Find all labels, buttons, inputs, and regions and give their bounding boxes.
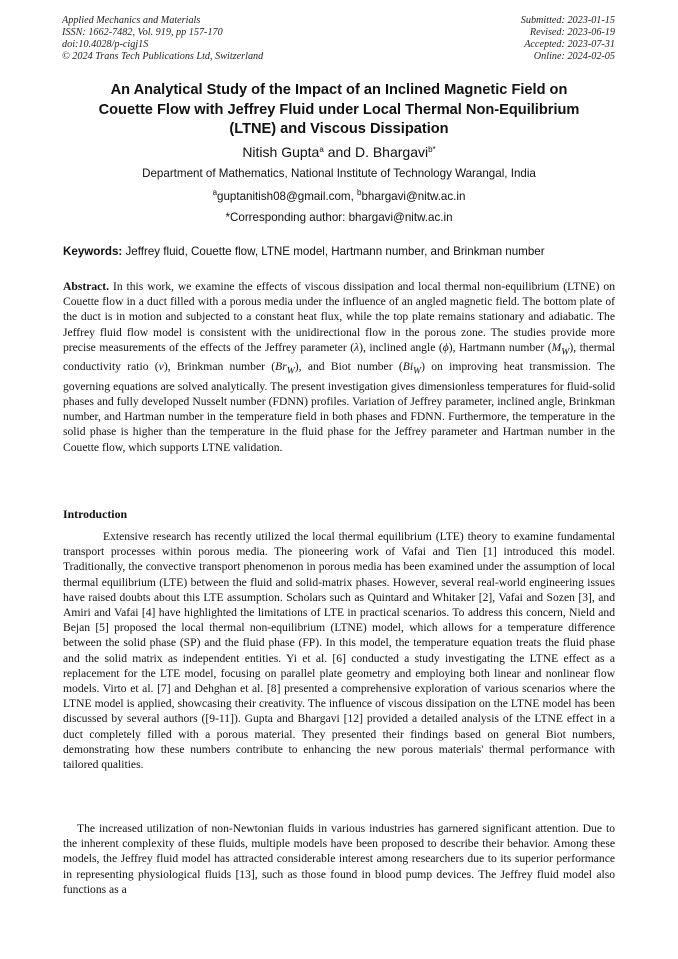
revised-date: Revised: 2023-06-19 (529, 27, 615, 38)
email-a[interactable]: guptanitish08@gmail.com, (217, 190, 358, 203)
author-2-superscript: b* (428, 145, 436, 154)
affiliation: Department of Mathematics, National Institute of Technology Warangal, India (142, 167, 536, 180)
online-date: Online: 2024-02-05 (533, 51, 615, 62)
author-2: D. Bhargavi (354, 144, 429, 160)
email-b-superscript: b (357, 188, 362, 197)
section-heading-introduction: Introduction (63, 507, 128, 521)
abstract (63, 279, 615, 455)
intro-paragraph-2: The increased utilization of non-Newtonian fluids in various industries has garnered significant attention. Due to the inherent complexity of these fluids, multiple models have been proposed to describe their behavior. Among these models, the Jeffrey fluid model has attracted considerable interest among researchers due to its superior performance in representing physiological fluids [13], such as those found in blood pump devices. The Jeffrey fluid model also functions as a (63, 822, 615, 896)
title-line-3: (LTNE) and Viscous Dissipation (229, 121, 449, 137)
intro-paragraph-1: Extensive research has recently utilized the local thermal equilibrium (LTE) theory to examine fundamental transport processes within porous media. The pioneering work of Vafai and Tien [1] introduced this model. Traditionally, the convective transport phenomenon in porous media has been examined under the assumption of local thermal equilibrium (LTE) between the fluid and solid-matrix phases. However, several real-world engineering issues have raised doubts about this LTE assumption. Scholars such as Quintard and Whitaker [2], Vafai and Sozen [3], and Amiri and Vafai [4] have highlighted the limitations of LTE in practical scenarios. To address this concern, Nield and Bejan [5] proposed the local thermal non-equilibrium (LTNE) model, which allows for a temperature difference between the solid phase (SP) and the fluid phase (FP). In this model, the temperature equation treats the fluid phase and the solid matrix as independent entities. Yi et al. [6] conducted a study investigating the LTNE effect as a replacement for the LTE model, focusing on parallel plate geometry and employing both linear and nonlinear flow models. Virto et al. [7] and Dehghan et al. [8] presented a comprehensive exploration of various scenarios where the LTNE model is applied, showcasing their creativity. The influence of viscous dissipation on the LTNE model has been discussed by several authors ([9-11]). Gupta and Bhargavi [12] provided a detailed analysis of the LTNE effect in a duct completely filled with a porous material. They presented their findings based on general Biot numbers, demonstrating how these numbers contribute to enhancing the new porous materials' thermal performance with tailored qualities. (63, 530, 615, 772)
title-line-2: Couette Flow with Jeffrey Fluid under Local Thermal Non-Equilibrium (98, 101, 580, 118)
corresponding-author: *Corresponding author: bhargavi@nitw.ac.in (225, 211, 453, 224)
submitted-date: Submitted: 2023-01-15 (520, 15, 615, 26)
author-1-superscript: a (319, 145, 324, 154)
keywords-label: Keywords: (63, 245, 123, 258)
author-1: Nitish Gupta (242, 144, 320, 160)
email-b[interactable]: bhargavi@nitw.ac.in (361, 190, 466, 203)
abstract-text: In this work, we examine the effects of viscous dissipation and local thermal non-equilibrium (LTNE) on Couette flow in a duct filled with a porous media under the influence of an angled magnetic field. The bottom plate of the duct is in motion and subjected to a constant heat flux, while the top plate remains stationary and adiabatic. The Jeffrey fluid flow model is consistent with the unidirectional flow in the porous zone. The studies provide more precise measurements of the effects of the Jeffrey parameter (λ), inclined angle (ϕ), Hartmann number $(M_W)$, thermal conductivity ratio (ν), Brinkman number $(Br_W)$, and Biot number $(Bi_W)$ on improving heat transmission. The governing equations are solved analytically. The present investigation gives dimensionless temperatures for fluid-solid phases and fully developed Nusselt number (FDNN) profiles. Variation of Jeffrey parameter, inclined angle, Brinkman number, and Hartman number in the temperature field in both phases and FDNN. Furthermore, the temperature in the solid phase is higher than the temperature in the fluid phase for the Jeffrey parameter and Hartman number in the Couette flow, which supports LTNE validation. (63, 280, 615, 454)
copyright-line: © 2024 Trans Tech Publications Ltd, Switzerland (62, 51, 264, 62)
keywords-text: Jeffrey fluid, Couette flow, LTNE model, Hartmann number, and Brinkman number (122, 245, 545, 258)
author-line (60, 143, 618, 161)
journal-info (62, 15, 263, 63)
email-a-superscript: a (212, 188, 218, 197)
dates-info (521, 15, 615, 63)
abstract-label: Abstract. (63, 280, 110, 293)
accepted-date: Accepted: 2023-07-31 (524, 39, 615, 50)
title-line-1: An Analytical Study of the Impact of an Inclined Magnetic Field on (110, 82, 568, 98)
email-line (60, 189, 618, 204)
journal-name: Applied Mechanics and Materials (62, 15, 201, 26)
issn-line: ISSN: 1662-7482, Vol. 919, pp 157-170 (62, 27, 223, 38)
paper-title (60, 81, 618, 140)
doi-line[interactable]: doi:10.4028/p-cigj1S (62, 39, 149, 50)
author-conjunction: and (323, 144, 355, 160)
keywords (63, 244, 617, 259)
